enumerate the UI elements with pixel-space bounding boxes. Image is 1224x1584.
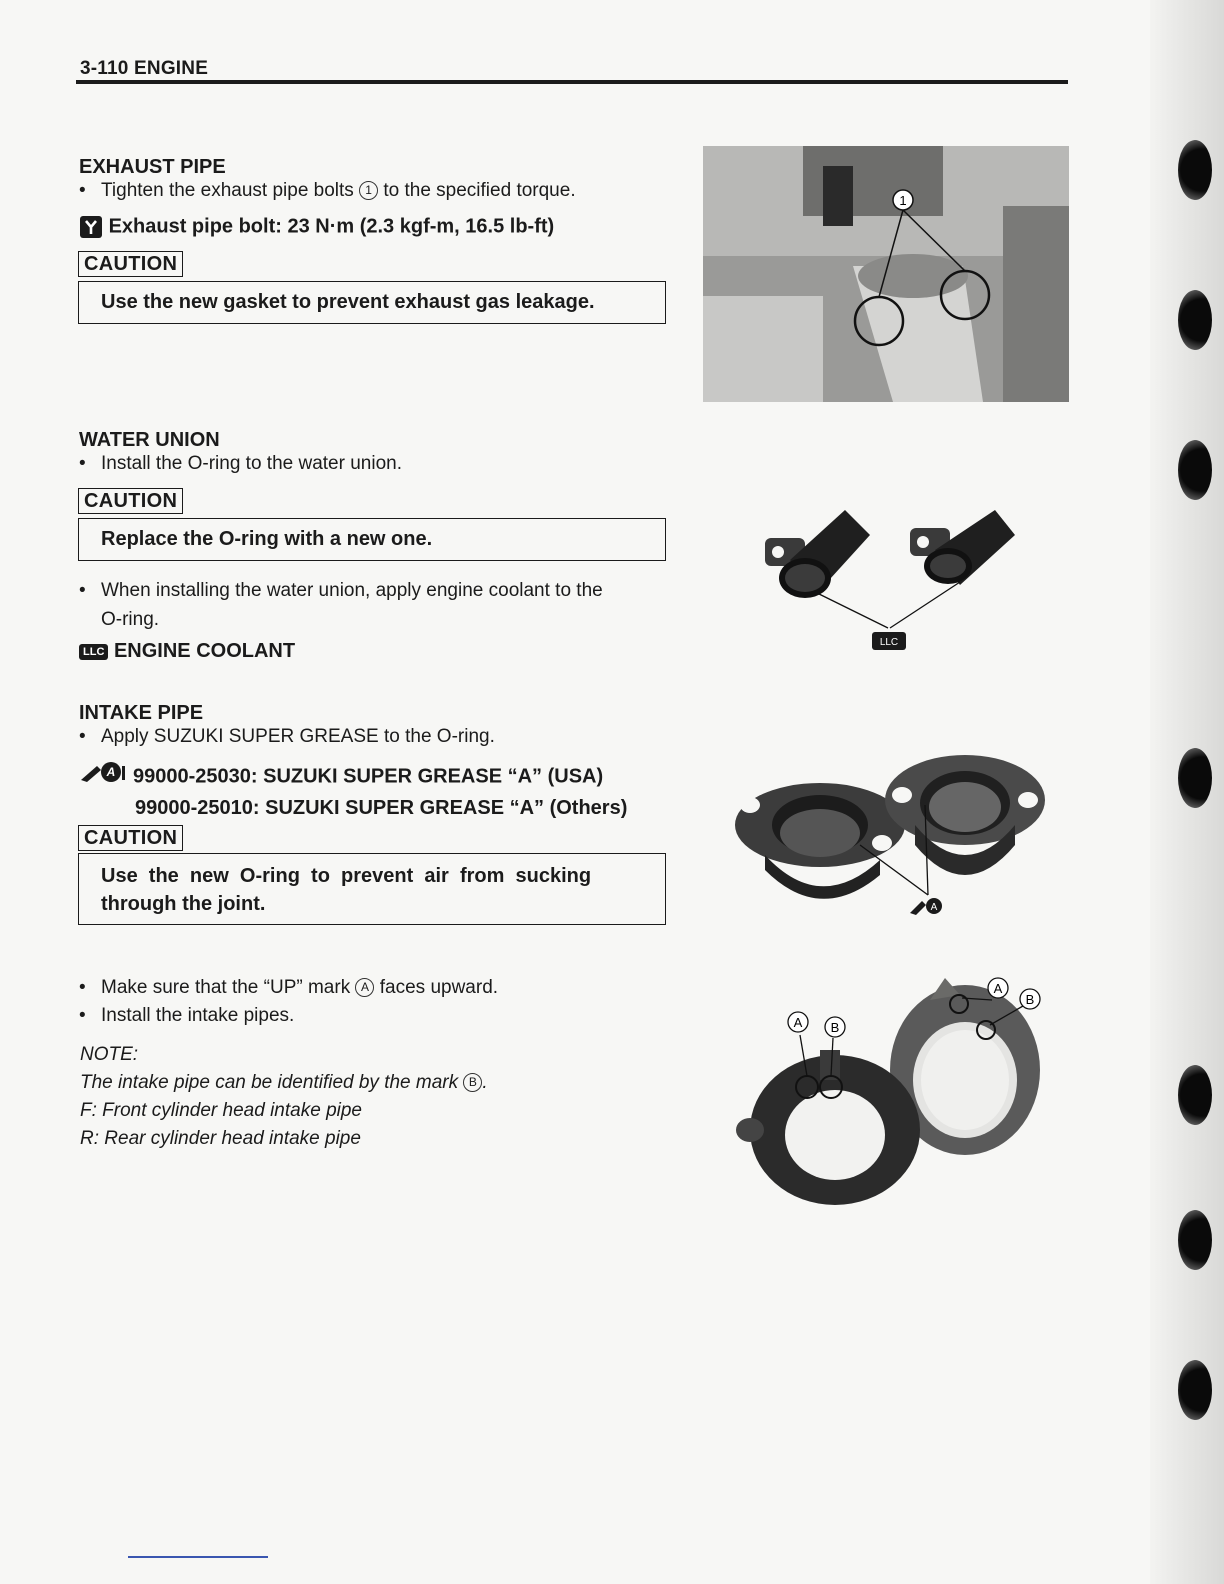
ref-a-marker: A: [355, 978, 374, 997]
punch-hole: [1178, 140, 1212, 200]
callout-1-label: 1: [899, 193, 907, 208]
note-line2: F: Front cylinder head intake pipe: [80, 1100, 362, 1121]
intake-pipe-right: [885, 755, 1045, 875]
intake-bullet-2-text: Make sure that the “UP” mark: [101, 977, 356, 998]
water-bullet-1-text: Install the O-ring to the water union.: [101, 453, 402, 474]
torque-wrench-icon: [79, 215, 103, 239]
intake-bullet-3: • Install the intake pipes.: [79, 1005, 295, 1026]
intake-pipe-left: [735, 783, 905, 899]
intake-note: [80, 1041, 488, 1153]
engine-coolant-label: ENGINE COOLANT: [113, 640, 296, 662]
grease-others: 99000-25010: SUZUKI SUPER GREASE “A” (Others): [135, 797, 628, 819]
punch-hole: [1178, 1065, 1212, 1125]
exhaust-torque-spec: [79, 215, 554, 239]
note-line3: R: Rear cylinder head intake pipe: [80, 1128, 361, 1149]
water-caution-label: CAUTION: [78, 488, 183, 514]
intake-bullet-1-text: Apply SUZUKI SUPER GREASE to the O-ring.: [101, 726, 495, 747]
grease-usa: 99000-25030: SUZUKI SUPER GREASE “A” (USA): [133, 765, 604, 788]
grease-icon: [79, 760, 133, 794]
exhaust-bullet-text: Tighten the exhaust pipe bolts: [101, 180, 360, 201]
bottom-mark: [128, 1556, 268, 1558]
engine-coolant-spec: [79, 640, 295, 663]
water-heading: WATER UNION: [79, 429, 220, 451]
page-header: 3-110 ENGINE: [80, 58, 209, 79]
intake-bullet-2: • Make sure that the “UP” mark A faces upward.: [79, 977, 499, 998]
intake-caution-line2: through the joint.: [101, 893, 266, 915]
note-line1: The intake pipe can be identified by the mark: [80, 1072, 464, 1093]
water-union-left: [765, 510, 870, 598]
water-caution-box: Replace the O-ring with a new one.: [78, 518, 666, 561]
llc-coolant-icon: LLC: [79, 644, 108, 660]
intake-caution-box: [78, 853, 666, 925]
note-title: NOTE:: [80, 1044, 139, 1065]
punch-hole: [1178, 1360, 1212, 1420]
exhaust-bullet: • Tighten the exhaust pipe bolts 1 to the specified torque.: [79, 180, 576, 201]
exhaust-bullet-tail: to the specified torque.: [378, 180, 576, 201]
intake-caution-line1: Use the new O-ring to prevent air from sucking: [101, 865, 592, 887]
exhaust-caution-box: Use the new gasket to prevent exhaust gas leakage.: [78, 281, 666, 324]
exhaust-spec-text: Exhaust pipe bolt: 23 N·m (2.3 kgf-m, 16.5 lb-ft): [108, 215, 555, 238]
punch-hole: [1178, 440, 1212, 500]
callout-a-front: A: [793, 1015, 803, 1030]
callout-b-front: B: [830, 1020, 840, 1035]
grease-spec: [79, 760, 627, 822]
ref-1-marker: 1: [359, 181, 378, 200]
exhaust-caution-label: CAUTION: [78, 251, 183, 277]
intake-bullet-2-tail: faces upward.: [374, 977, 499, 998]
header-rule: [76, 80, 1068, 84]
callout-a-rear: A: [993, 981, 1003, 996]
punch-hole: [1178, 290, 1212, 350]
note-line1-tail: .: [482, 1072, 488, 1093]
intake-caution-label: CAUTION: [78, 825, 183, 851]
water-bullet-2-line2: O-ring.: [101, 609, 160, 630]
intake-bullet-1: • Apply SUZUKI SUPER GREASE to the O-ring.: [79, 726, 495, 747]
ref-b-marker: B: [463, 1073, 482, 1092]
intake-bullet-3-text: Install the intake pipes.: [101, 1005, 295, 1026]
fig3-grease-letter: A: [930, 902, 938, 913]
water-bullet-2-line1: When installing the water union, apply engine coolant to the: [101, 580, 603, 601]
intake-heading: INTAKE PIPE: [79, 702, 204, 724]
punch-hole: [1178, 1210, 1212, 1270]
water-bullet-2: • When installing the water union, apply engine coolant to the O-ring.: [79, 580, 603, 630]
water-union-right: [910, 510, 1015, 585]
exhaust-bolt-photo: [703, 146, 1069, 402]
punch-hole: [1178, 748, 1212, 808]
intake-marks-figure: [730, 970, 1050, 1210]
grease-icon-letter: A: [106, 765, 116, 779]
intake-grease-figure: [730, 745, 1050, 925]
water-bullet-1: • Install the O-ring to the water union.: [79, 453, 402, 474]
grease-tube-icon: [79, 760, 131, 784]
callout-b-rear: B: [1025, 992, 1035, 1007]
water-union-figure: [760, 500, 1040, 660]
fig2-llc-label: LLC: [879, 637, 899, 648]
exhaust-heading: EXHAUST PIPE: [79, 156, 226, 178]
